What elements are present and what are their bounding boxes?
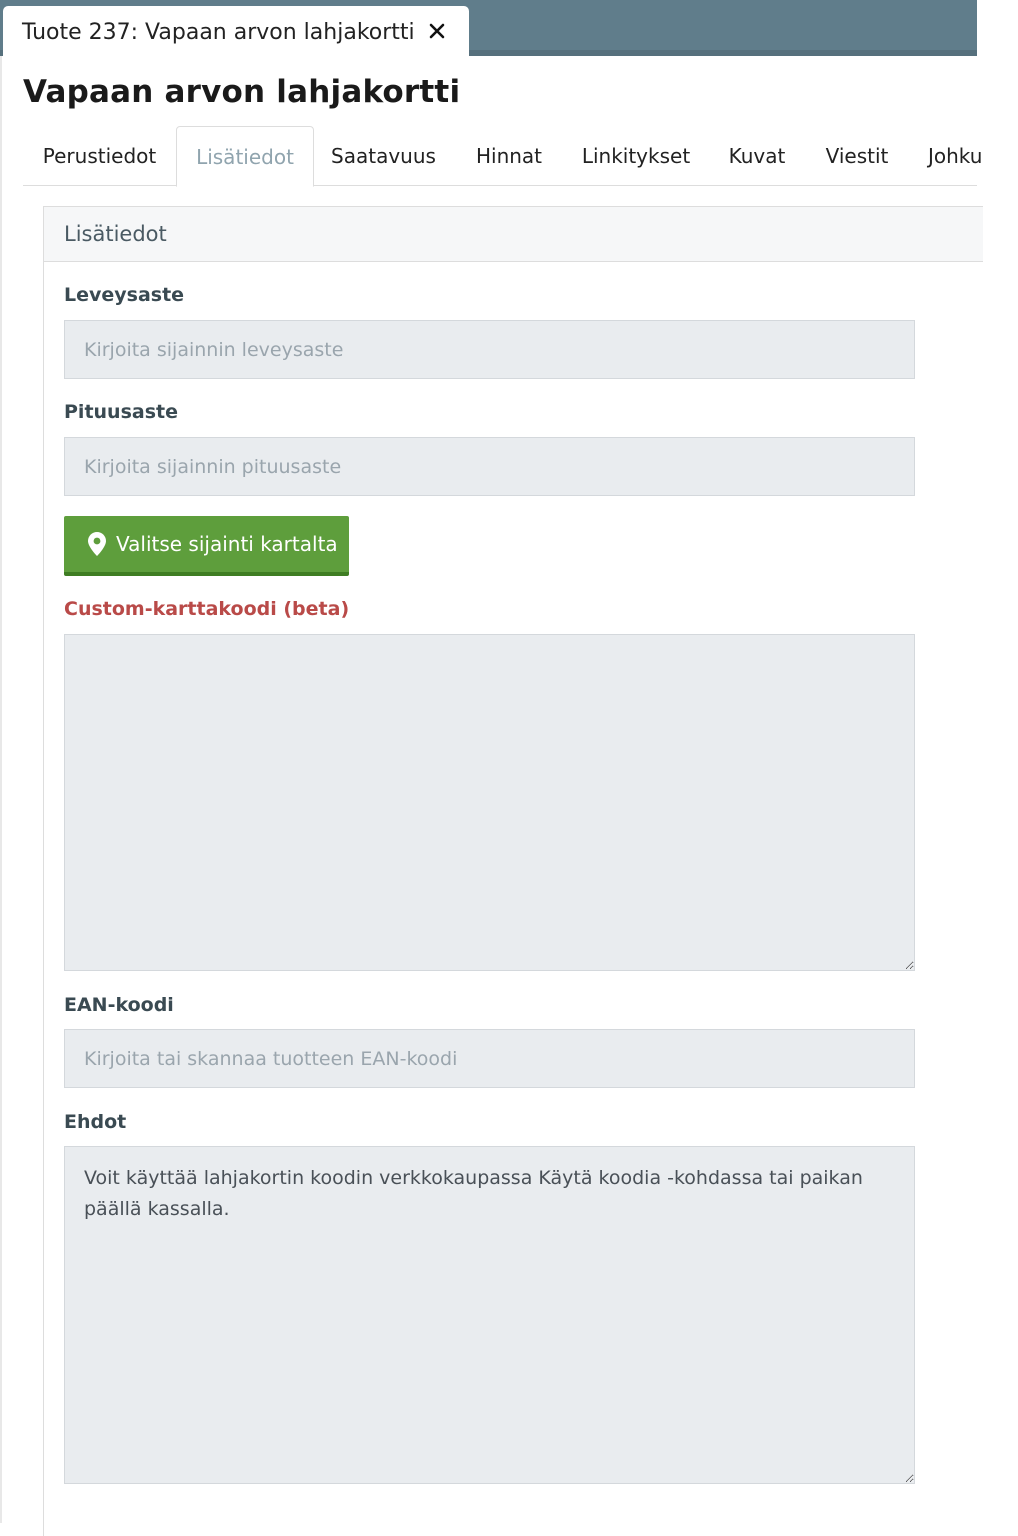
latitude-input[interactable] [64,320,915,379]
tab-kuvat[interactable]: Kuvat [728,144,786,168]
tab-hinnat[interactable]: Hinnat [475,144,543,168]
document-tab[interactable] [3,6,469,58]
tab-perustiedot[interactable]: Perustiedot [42,144,157,168]
ean-label: EAN-koodi [64,994,174,1016]
terms-label: Ehdot [64,1111,127,1133]
select-location-on-map-label: Valitse sijainti kartalta [116,532,338,556]
select-location-on-map-button[interactable] [64,516,349,576]
longitude-label: Pituusaste [64,401,178,423]
latitude-label: Leveysaste [64,284,185,306]
panel-heading: Lisätiedot [44,207,983,262]
page-title: Vapaan arvon lahjakortti [23,74,461,110]
tab-linkitykset[interactable]: Linkitykset [581,144,691,168]
tab-johku[interactable]: Johku [928,144,983,168]
document-tab-title: Tuote 237: Vapaan arvon lahjakortti [22,19,415,45]
left-border [0,56,2,1523]
longitude-input[interactable] [64,437,915,496]
custom-map-code-label: Custom-karttakoodi (beta) [64,598,350,620]
close-icon[interactable] [424,18,450,44]
ean-input[interactable] [64,1029,915,1088]
custom-map-code-textarea[interactable] [64,634,915,971]
tab-bar [23,126,983,186]
terms-textarea[interactable] [64,1146,915,1484]
tab-viestit[interactable]: Viestit [825,144,889,168]
tab-saatavuus[interactable]: Saatavuus [331,144,436,168]
map-marker-icon [88,532,106,556]
tab-lisatiedot[interactable]: Lisätiedot [176,126,314,187]
